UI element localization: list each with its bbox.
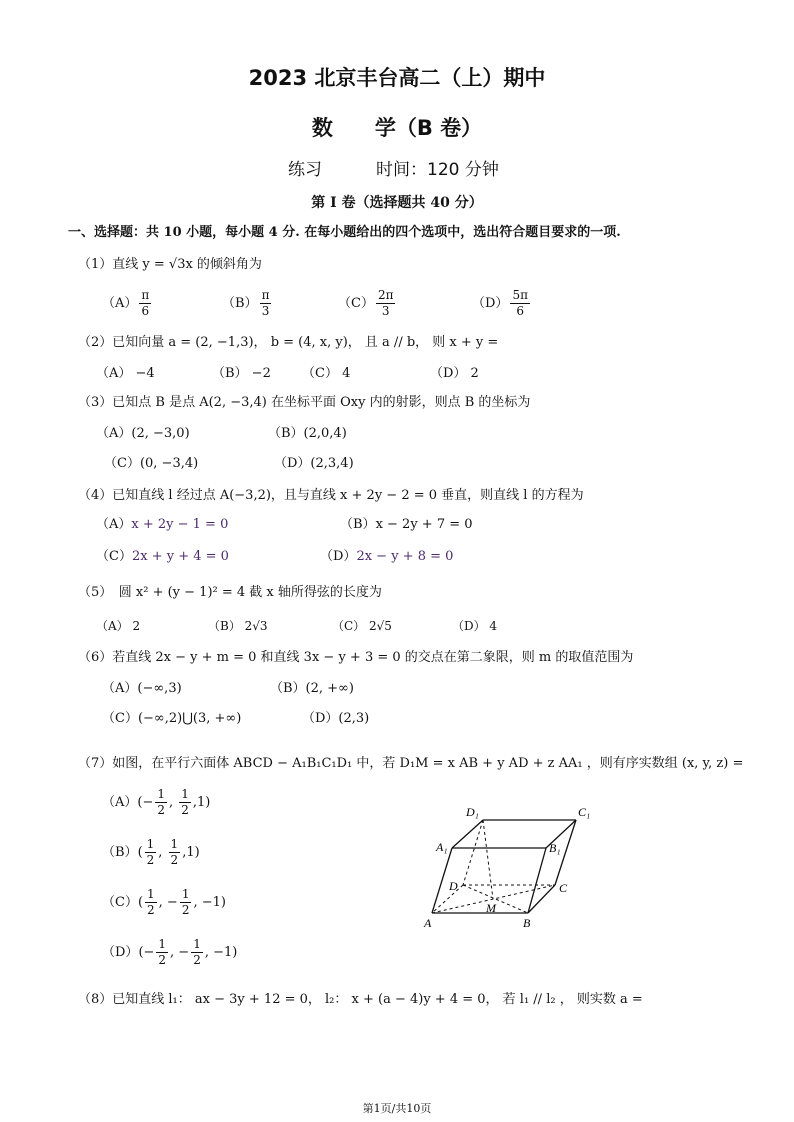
q3-option-b: （B）(2,0,4) [268,426,347,441]
question-3-stem: （3）已知点 B 是点 A(2, −3,4) 在坐标平面 Oxy 内的射影，则点 B 的坐标为 [78,395,531,410]
question-8-stem: （8）已知直线 l₁： ax − 3y + 12 = 0， l₂： x + (a − 4)y + 4 = 0， 若 l₁ // l₂ ， 则实数 a = [78,992,643,1007]
question-6-stem: （6）若直线 2x − y + m = 0 和直线 3x − y + 3 = 0 的交点在第二象限，则 m 的取值范围为 [78,650,634,665]
q1-option-d: （D） $\frac{5\pi}{6}$ [472,288,528,318]
q3-option-d: （D）(2,3,4) [274,456,354,471]
part-heading: 第 I 卷（选择题共 40 分） [311,195,483,211]
q4-option-c: （C）2x + y + 4 = 0 [96,549,229,564]
q5-option-b: （B） 2√3 [208,619,268,633]
q6-option-b: （B）(2, +∞) [270,681,354,696]
q7-option-b: （B）( $\frac{1}{2}$ , $\frac{1}{2}$ ,1) [102,837,200,867]
time-limit: 时间：120 分钟 [376,160,499,180]
question-4-stem: （4）已知直线 l 经过点 A(−3,2)，且与直线 x + 2y − 2 = 0 垂直，则直线 l 的方程为 [78,488,584,503]
label-c1: C₁ [578,805,591,819]
q6-option-d: （D）(2,3) [302,711,370,726]
question-5-stem: （5） 圆 x² + (y − 1)² = 4 截 x 轴所得弦的长度为 [78,585,382,600]
q4-option-a: （A）x + 2y − 1 = 0 [96,517,229,532]
q2-option-b: （B） −2 [212,366,271,381]
q6-option-c: （C）(−∞,2)⋃(3, +∞) [102,711,242,726]
exam-title: 2023 北京丰台高二（上）期中 [248,66,546,90]
q7-option-c: （C）( $\frac{1}{2}$ , − $\frac{1}{2}$ , −1) [102,887,226,917]
question-2-stem: （2）已知向量 a = (2, −1,3)， b = (4, x, y)， 且 a // b， 则 x + y = [78,335,499,350]
page-number: 第1页/共10页 [362,1102,432,1115]
parallelepiped-figure [420,800,600,935]
q1-option-c: （C） $\frac{2\pi}{3}$ [338,288,394,318]
q2-option-d: （D） 2 [430,366,479,381]
q4-option-d: （D）2x − y + 8 = 0 [320,549,454,564]
q3-option-a: （A）(2, −3,0) [96,426,190,441]
q6-option-a: （A）(−∞,3) [102,681,182,696]
label-m: M [486,901,496,915]
label-a: A [424,916,432,930]
q7-option-a: （A）(− $\frac{1}{2}$ , $\frac{1}{2}$ ,1) [102,787,211,817]
label-b1: B₁ [549,841,561,855]
q3-option-c: （C）(0, −3,4) [104,456,199,471]
q5-option-a: （A） 2 [96,619,141,633]
q5-option-c: （C） 2√5 [332,619,392,633]
q5-option-d: （D） 4 [452,619,498,633]
question-1-stem: （1）直线 y = √3x 的倾斜角为 [78,257,262,272]
question-7-stem: （7）如图，在平行六面体 ABCD − A₁B₁C₁D₁ 中，若 D₁M = x AB + y AD + z AA₁ ，则有序实数组 (x, y, z) = [78,756,744,771]
label-d1: D₁ [466,805,479,819]
section-heading: 一、选择题：共 10 小题，每小题 4 分. 在每小题给出的四个选项中，选出符合题目要求的一项. [68,225,621,240]
q1-option-b: （B） $\frac{\pi}{3}$ [222,288,270,318]
meta-label: 练习 [288,160,322,180]
q1-option-a: （A） $\frac{\pi}{6}$ [102,288,150,318]
q2-option-c: （C） 4 [302,366,351,381]
segment-d1m [483,820,493,899]
label-a1: A₁ [436,840,448,854]
subject-title: 数 学（B 卷） [311,116,483,140]
label-d: D [449,879,458,893]
label-b: B [523,916,531,930]
q2-option-a: （A） −4 [96,366,155,381]
label-c: C [559,881,568,895]
q7-option-d: （D）(− $\frac{1}{2}$ , − $\frac{1}{2}$ , −1) [102,937,238,967]
q4-option-b: （B）x − 2y + 7 = 0 [340,517,473,532]
